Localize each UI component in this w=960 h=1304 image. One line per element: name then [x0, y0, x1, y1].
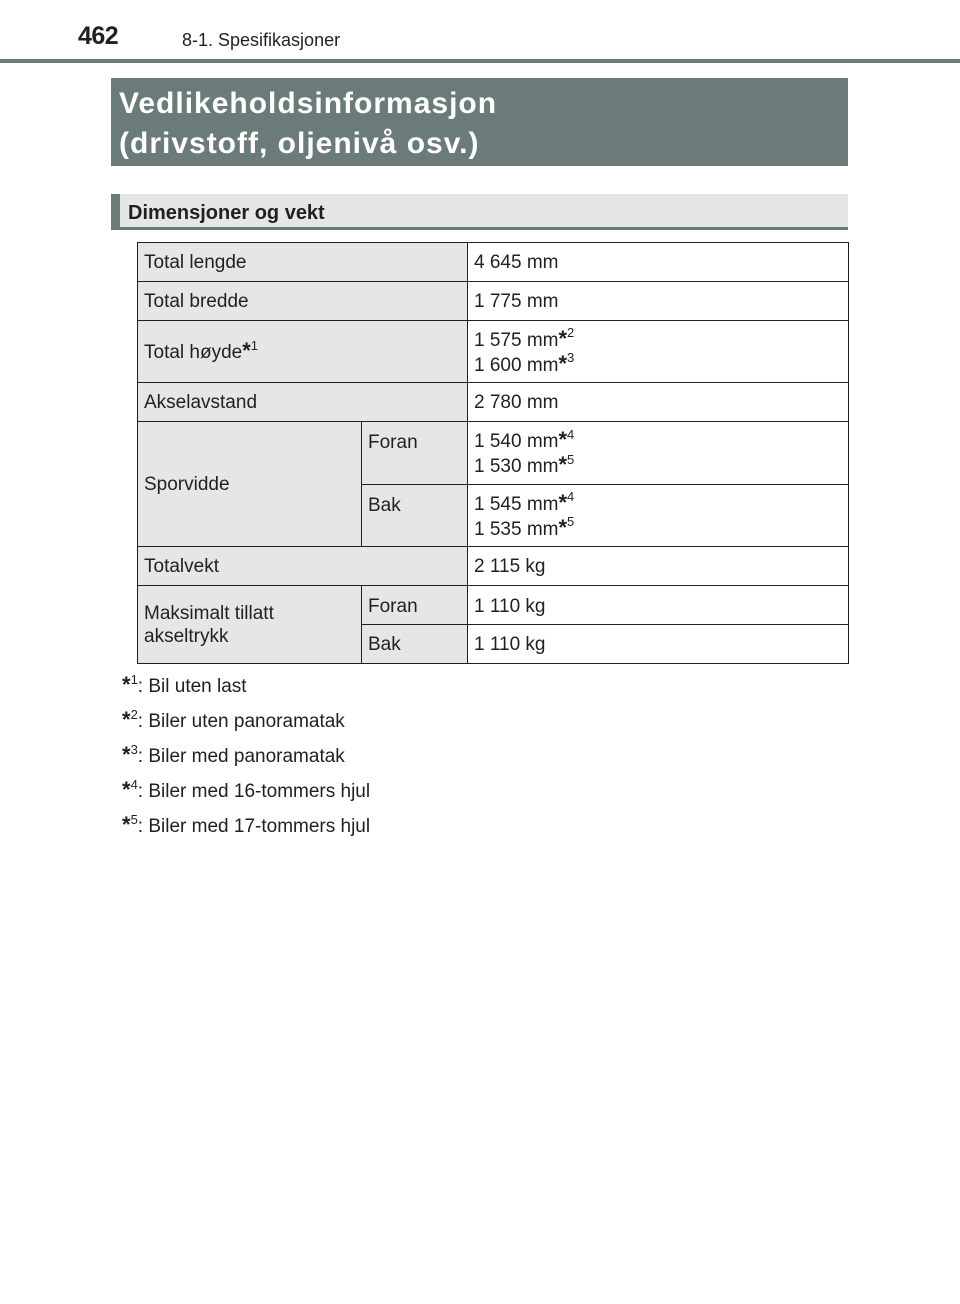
subsection-heading: Dimensjoner og vekt	[111, 194, 848, 230]
footnote-text: : Biler uten panoramatak	[137, 711, 345, 732]
footnote-ref: 2	[567, 325, 575, 341]
footnote-ref: 3	[567, 350, 575, 366]
footnote-ref: 1	[250, 337, 259, 353]
table-row	[138, 282, 849, 321]
footnote-mark: *	[122, 742, 131, 767]
footnote	[122, 812, 370, 847]
row-label: Total bredde	[138, 282, 468, 321]
footnote-number: 2	[130, 706, 138, 722]
table-row	[138, 422, 849, 485]
footnote-mark: *	[558, 489, 568, 515]
row-label: Sporvidde	[138, 422, 362, 547]
row-label: Total lengde	[138, 243, 468, 282]
sub-label: Foran	[362, 586, 468, 625]
sub-label: Foran	[362, 422, 468, 485]
footnote-text: : Biler med panoramatak	[137, 746, 345, 767]
row-value: 1 110 kg	[468, 586, 849, 625]
value-line: 1 540 mm	[474, 431, 559, 452]
page-title-line-2: (drivstoff, oljenivå osv.)	[119, 127, 480, 160]
footnote-mark: *	[558, 427, 568, 452]
footnote-ref: 5	[567, 451, 575, 467]
row-value: 1 775 mm	[468, 282, 849, 321]
footnote	[122, 707, 370, 742]
value-line: 1 530 mm	[474, 456, 559, 477]
footnote-mark: *	[558, 325, 568, 351]
value-line: 1 535 mm	[474, 518, 559, 540]
row-value	[468, 321, 849, 383]
row-value: 2 780 mm	[468, 383, 849, 422]
footnote-text: : Biler med 16-tommers hjul	[137, 781, 371, 802]
footnotes	[122, 672, 370, 847]
row-label	[138, 321, 468, 383]
row-value: 1 110 kg	[468, 625, 849, 664]
row-value	[468, 422, 849, 485]
value-line: 1 600 mm	[474, 354, 559, 376]
footnote-mark: *	[122, 777, 131, 802]
footnote-mark: *	[122, 707, 131, 732]
page-title	[111, 78, 848, 166]
row-label: Akselavstand	[138, 383, 468, 422]
footnote-ref: 4	[567, 426, 575, 442]
footnote-text: : Bil uten last	[137, 676, 247, 697]
sub-label: Bak	[362, 625, 468, 664]
footnote	[122, 672, 370, 707]
dimensions-table	[137, 242, 849, 664]
page-header	[0, 0, 960, 64]
sub-label: Bak	[362, 485, 468, 547]
table-row	[138, 586, 849, 625]
page-title-line-1: Vedlikeholdsinformasjon	[119, 87, 498, 120]
value-line: 1 545 mm	[474, 493, 559, 515]
row-label-line: Maksimalt tillatt	[144, 602, 274, 624]
row-value	[468, 485, 849, 547]
row-label-line: akseltrykk	[144, 625, 229, 647]
footnote-mark: *	[122, 812, 131, 837]
table-row	[138, 383, 849, 422]
row-value: 4 645 mm	[468, 243, 849, 282]
row-label	[138, 586, 362, 664]
section-label: 8-1. Spesifikasjoner	[182, 30, 341, 50]
table-row	[138, 321, 849, 383]
footnote-text: : Biler med 17-tommers hjul	[137, 816, 371, 837]
footnote-mark: *	[122, 672, 131, 697]
footnote-number: 1	[130, 671, 138, 687]
footnote-mark: *	[558, 514, 568, 540]
footnote-mark: *	[558, 452, 568, 477]
value-line: 1 575 mm	[474, 329, 559, 351]
table-row	[138, 547, 849, 586]
row-value: 2 115 kg	[468, 547, 849, 586]
footnote-number: 5	[130, 811, 138, 827]
row-label: Totalvekt	[138, 547, 468, 586]
footnote-mark: *	[558, 350, 568, 376]
page-number: 462	[78, 22, 119, 50]
footnote	[122, 742, 370, 777]
footnote-mark: *	[242, 338, 251, 363]
footnote-ref: 5	[567, 514, 575, 530]
header-rule	[0, 59, 960, 63]
footnote-number: 3	[130, 741, 138, 757]
footnote-number: 4	[130, 776, 138, 792]
footnote	[122, 777, 370, 812]
row-label-text: Total høyde	[144, 342, 243, 363]
footnote-ref: 4	[567, 489, 575, 505]
table-row	[138, 243, 849, 282]
